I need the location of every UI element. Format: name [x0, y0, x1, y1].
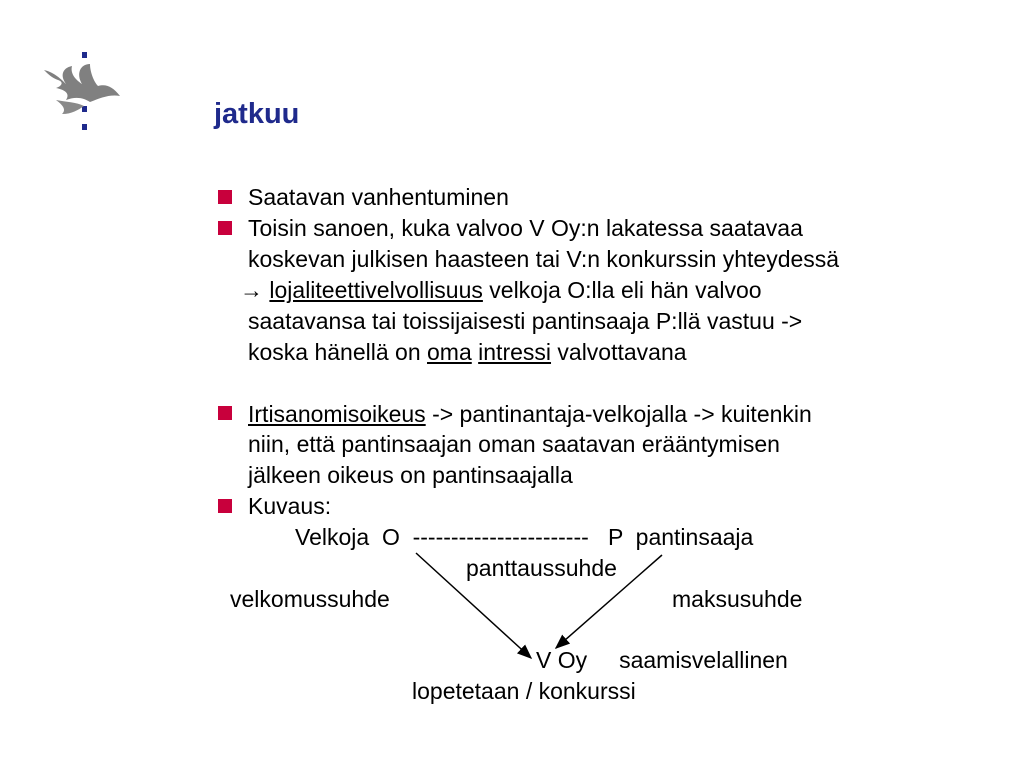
bullet-text: saatavansa tai toissijaisesti pantinsaaja P:llä vastuu ->: [248, 308, 803, 334]
bullet-text: jälkeen oikeus on pantinsaajalla: [248, 462, 573, 488]
diagram-label-panttaussuhde: panttaussuhde: [466, 555, 617, 581]
bullet-text: niin, että pantinsaajan oman saatavan erääntymisen: [248, 431, 780, 457]
arrow-o-to-voy: [416, 553, 531, 658]
underlined-term: oma: [427, 339, 472, 365]
bullet-text-line: → lojaliteettivelvollisuus velkoja O:lla eli hän valvoo: [240, 277, 762, 303]
bullet-text: Saatavan vanhentuminen: [248, 184, 509, 210]
diagram-label-maksusuhde: maksusuhde: [672, 586, 803, 612]
arrow-p-to-voy: [556, 555, 662, 648]
underlined-term: lojaliteettivelvollisuus: [269, 277, 483, 303]
right-arrow-icon: →: [240, 277, 263, 303]
bullet-text: koskevan julkisen haasteen tai V:n konkurssin yhteydessä: [248, 246, 840, 272]
bullet-text-line: koska hänellä on oma intressi valvottavana: [248, 339, 687, 365]
underlined-term: Irtisanomisoikeus: [248, 401, 426, 427]
diagram-bottom-row: V Oy saamisvelallinen: [536, 647, 788, 673]
diagram-label-lopetetaan: lopetetaan / konkurssi: [412, 678, 636, 704]
bullet-text-line: Irtisanomisoikeus -> pantinantaja-velkojalla -> kuitenkin: [248, 401, 812, 427]
diagram-label-velkomussuhde: velkomussuhde: [230, 586, 390, 612]
bullet-text: Kuvaus:: [248, 493, 332, 519]
bullet-text: Toisin sanoen, kuka valvoo V Oy:n lakatessa saatavaa: [248, 215, 803, 241]
diagram-top-row: Velkoja O ----------------------- P pantinsaaja: [295, 524, 754, 550]
underlined-term: intressi: [478, 339, 552, 365]
slide-title: jatkuu: [214, 98, 300, 130]
